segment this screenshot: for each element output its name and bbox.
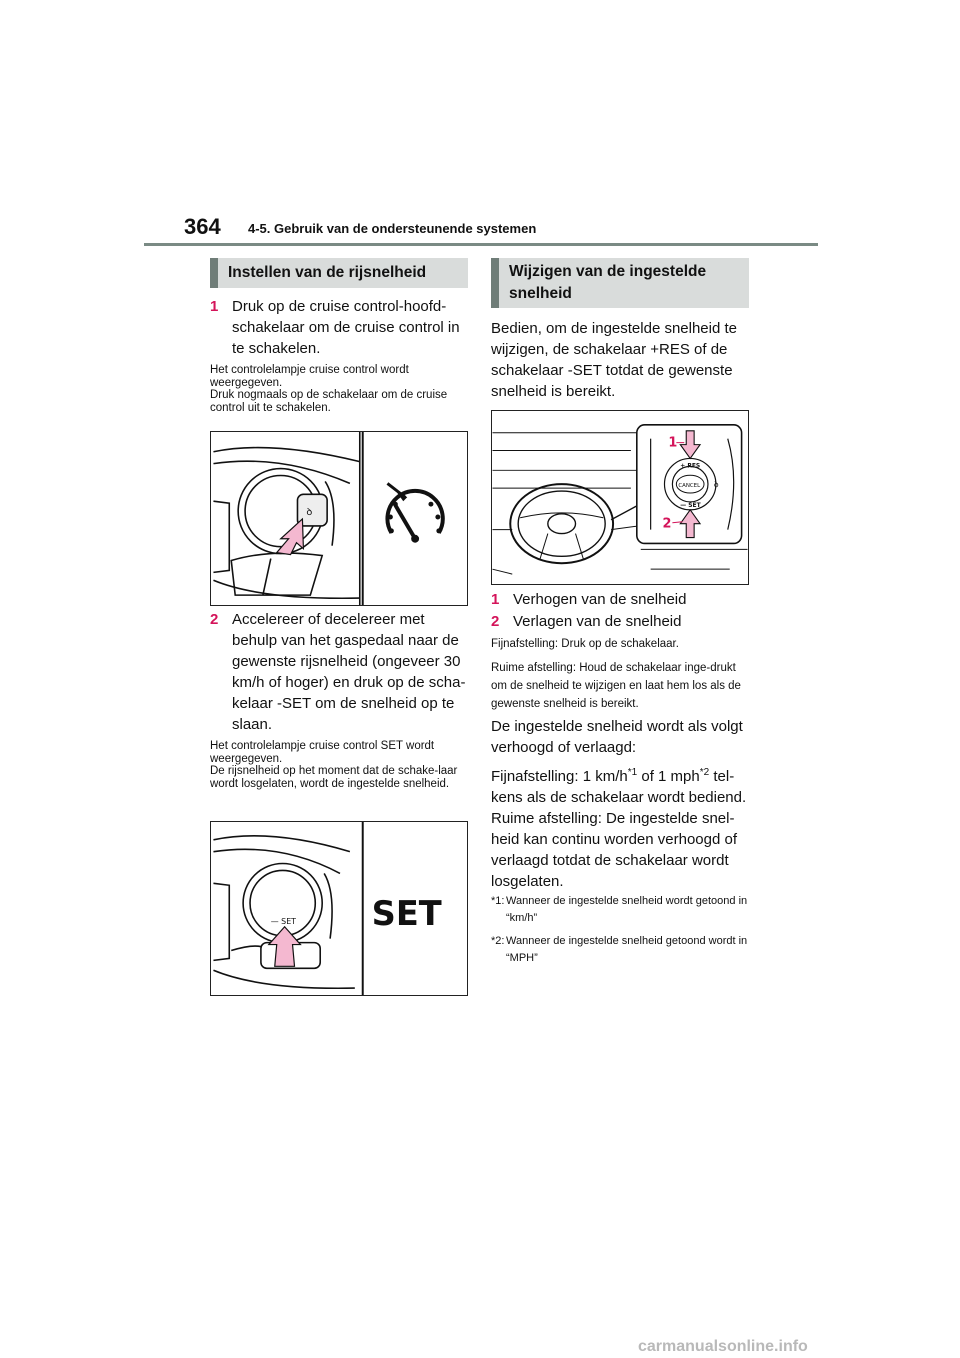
note-1: Het controlelampje cruise control wordt weergegeven. Druk nogmaals op de schakelaar om de cruise control uit te schakelen. (210, 364, 448, 414)
fine-adjust-b: of 1 mph (637, 768, 700, 785)
section-heading-change-speed: Wijzigen van de ingestelde snelheid (491, 258, 749, 308)
note-2: Het controlelampje cruise control SET wordt weergegeven. De rijsnelheid op het moment dat de schake-laar wordt losgelaten, wordt de ingestelde snelheid. (210, 740, 458, 790)
callout-1: 1 (668, 435, 678, 451)
callout-2: 2 (662, 516, 672, 532)
paragraph-change-rule: De ingestelde snelheid wordt als volgt verhoogd of verlaagd: (491, 718, 743, 756)
page-number: 364 (184, 214, 221, 239)
step-1-text: Druk op de cruise control-hoofd-schakelaar om de cruise control in te schakelen. (232, 298, 460, 357)
item-1-number: 1 (491, 591, 500, 608)
header-rule (144, 243, 818, 246)
set-button-label: — SET (270, 916, 297, 926)
fine-adjust-note: Fijnafstelling: Druk op de schakelaar. (491, 638, 679, 650)
footnote-2-mark: *2: (491, 935, 505, 947)
footnote-ref-1: *1 (627, 767, 638, 778)
step-1-number: 1 (210, 298, 219, 315)
footnote-1 (491, 893, 749, 927)
svg-text:ꝺ: ꝺ (713, 480, 719, 490)
step-2-text: Accelereer of decelereer met behulp van het gaspedaal naar de gewenste rijsnelheid (ongeveer 30 km/h of hoger) en druk op de scha-kelaar -SET om de snelheid op te slaan. (232, 611, 466, 733)
item-1 (491, 589, 749, 610)
chapter-title: 4-5. Gebruik van de ondersteunende systemen (248, 221, 537, 236)
footnote-2-text: Wanneer de ingestelde snelheid getoond wordt in “MPH” (506, 935, 748, 964)
dashboard-switch-illustration (492, 411, 748, 584)
set-indicator-text: SET (371, 893, 442, 933)
paragraph-coarse-adjust: Ruime afstelling: De ingestelde snel-heid kan continu worden verhoogd of verlaagd totdat de schakelaar wordt losgelaten. (491, 810, 738, 890)
figure-main-switch (210, 431, 468, 606)
set-label: — SET (680, 501, 701, 509)
item-2-text: Verlagen van de snelheid (513, 613, 682, 630)
footnote-2 (491, 933, 749, 967)
footnote-ref-2: *2 (699, 767, 710, 778)
steering-switch-illustration (211, 432, 467, 605)
paragraph-fine-adjust (491, 762, 749, 808)
footnote-1-text: Wanneer de ingestelde snelheid wordt getoond in “km/h” (506, 895, 748, 924)
item-2-number: 2 (491, 613, 500, 630)
figure-res-set-switch (491, 410, 749, 585)
footnote-1-mark: *1: (491, 895, 505, 907)
res-label: + RES (680, 462, 701, 470)
cancel-label: CANCEL (678, 483, 701, 490)
step-1 (210, 296, 466, 359)
coarse-adjust-note: Ruime afstelling: Houd de schakelaar inge-drukt om de snelheid te wijzigen en laat hem los als de gewenste snelheid is bereikt. (491, 662, 741, 710)
intro-paragraph: Bedien, om de ingestelde snelheid te wijzigen, de schakelaar +RES of de schakelaar -SET totdat de gewenste snelheid is bereikt. (491, 320, 738, 400)
watermark: carmanualsonline.info (638, 1338, 808, 1355)
svg-text:ꝺ: ꝺ (306, 507, 313, 519)
item-1-text: Verhogen van de snelheid (513, 591, 687, 608)
fine-adjust-a: Fijnafstelling: 1 km/h (491, 768, 628, 785)
item-2 (491, 611, 749, 632)
section-heading-set-speed: Instellen van de rijsnelheid (210, 258, 468, 288)
step-2 (210, 609, 466, 735)
fine-adjust-c: tel-kens als de schakelaar wordt bediend. (491, 768, 747, 806)
set-switch-illustration (211, 822, 467, 995)
figure-set-switch (210, 821, 468, 996)
step-2-number: 2 (210, 611, 219, 628)
